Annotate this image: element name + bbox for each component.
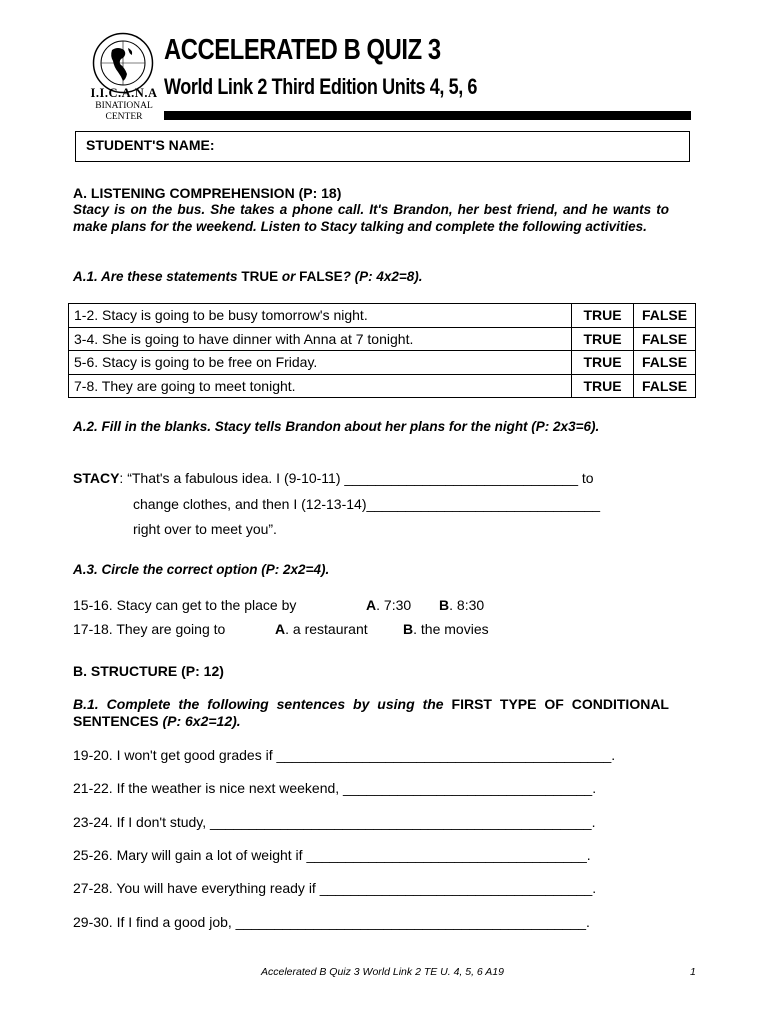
- a3-q1-option-b[interactable]: B. 8:30: [439, 597, 485, 613]
- section-b-heading: B. STRUCTURE (P: 12): [73, 663, 224, 679]
- section-a-heading: A. LISTENING COMPREHENSION (P: 18): [73, 185, 342, 201]
- a2-heading: A.2. Fill in the blanks. Stacy tells Brandon about her plans for the night (P: 2x3=6).: [73, 419, 600, 434]
- true-option[interactable]: TRUE: [572, 351, 634, 375]
- b1-heading: B.1. Complete the following sentences by using the FIRST TYPE OF CONDITIONAL SENTENCES (P: 6x2=12).: [73, 696, 669, 729]
- b1-item[interactable]: 29-30. If I find a good job, _____________________________________________.: [73, 914, 590, 930]
- true-false-table: [68, 303, 696, 398]
- logo-subtitle: BINATIONAL CENTER: [95, 101, 153, 122]
- student-name-label: STUDENT'S NAME:: [86, 137, 215, 153]
- table-row: [69, 304, 696, 328]
- false-option[interactable]: FALSE: [634, 304, 696, 328]
- statement-cell: 7-8. They are going to meet tonight.: [69, 374, 572, 398]
- statement-cell: 1-2. Stacy is going to be busy tomorrow's night.: [69, 304, 572, 328]
- quiz-subtitle: World Link 2 Third Edition Units 4, 5, 6: [164, 74, 478, 99]
- logo-name: I.I.C.A.N.A: [90, 86, 158, 100]
- b1-item[interactable]: 23-24. If I don't study, _________________________________________________.: [73, 814, 596, 830]
- true-option[interactable]: TRUE: [572, 327, 634, 351]
- footer-text: Accelerated B Quiz 3 World Link 2 TE U. 4, 5, 6 A19: [261, 966, 504, 978]
- false-option[interactable]: FALSE: [634, 374, 696, 398]
- a2-line-2[interactable]: change clothes, and then I (12-13-14)______________________________: [133, 496, 601, 512]
- table-row: [69, 351, 696, 375]
- false-option[interactable]: FALSE: [634, 351, 696, 375]
- quiz-title: ACCELERATED B QUIZ 3: [164, 34, 441, 66]
- section-a-intro: Stacy is on the bus. She takes a phone call. It's Brandon, her best friend, and he wants to make plans for the weekend. Listen to Stacy talking and complete the following activities.: [73, 202, 669, 234]
- a3-q2-option-b[interactable]: B. the movies: [403, 621, 489, 637]
- a3-question-2: 17-18. They are going to: [73, 621, 226, 637]
- b1-item[interactable]: 25-26. Mary will gain a lot of weight if ____________________________________.: [73, 847, 591, 863]
- table-row: [69, 327, 696, 351]
- false-option[interactable]: FALSE: [634, 327, 696, 351]
- a3-q2-option-a[interactable]: A. a restaurant: [275, 621, 368, 637]
- statement-cell: 5-6. Stacy is going to be free on Friday.: [69, 351, 572, 375]
- statement-cell: 3-4. She is going to have dinner with Anna at 7 tonight.: [69, 327, 572, 351]
- true-option[interactable]: TRUE: [572, 304, 634, 328]
- a3-q1-option-a[interactable]: A. 7:30: [366, 597, 412, 613]
- header-divider: [164, 111, 691, 120]
- a2-line-1: STACY: “That's a fabulous idea. I (9-10-11) ______________________________ to: [73, 470, 594, 486]
- a1-heading: A.1. Are these statements TRUE or FALSE? (P: 4x2=8).: [73, 269, 423, 284]
- globe-logo-icon: [92, 32, 154, 94]
- b1-item[interactable]: 27-28. You will have everything ready if ___________________________________.: [73, 880, 597, 896]
- b1-item[interactable]: 21-22. If the weather is nice next weekend, ________________________________.: [73, 780, 597, 796]
- a3-question-1: 15-16. Stacy can get to the place by: [73, 597, 297, 613]
- page-number: 1: [690, 966, 696, 978]
- table-row: [69, 374, 696, 398]
- a2-line-3: right over to meet you”.: [133, 521, 277, 537]
- b1-item[interactable]: 19-20. I won't get good grades if ___________________________________________.: [73, 747, 616, 763]
- true-option[interactable]: TRUE: [572, 374, 634, 398]
- a3-heading: A.3. Circle the correct option (P: 2x2=4).: [73, 562, 330, 577]
- speaker-name: STACY: [73, 470, 120, 486]
